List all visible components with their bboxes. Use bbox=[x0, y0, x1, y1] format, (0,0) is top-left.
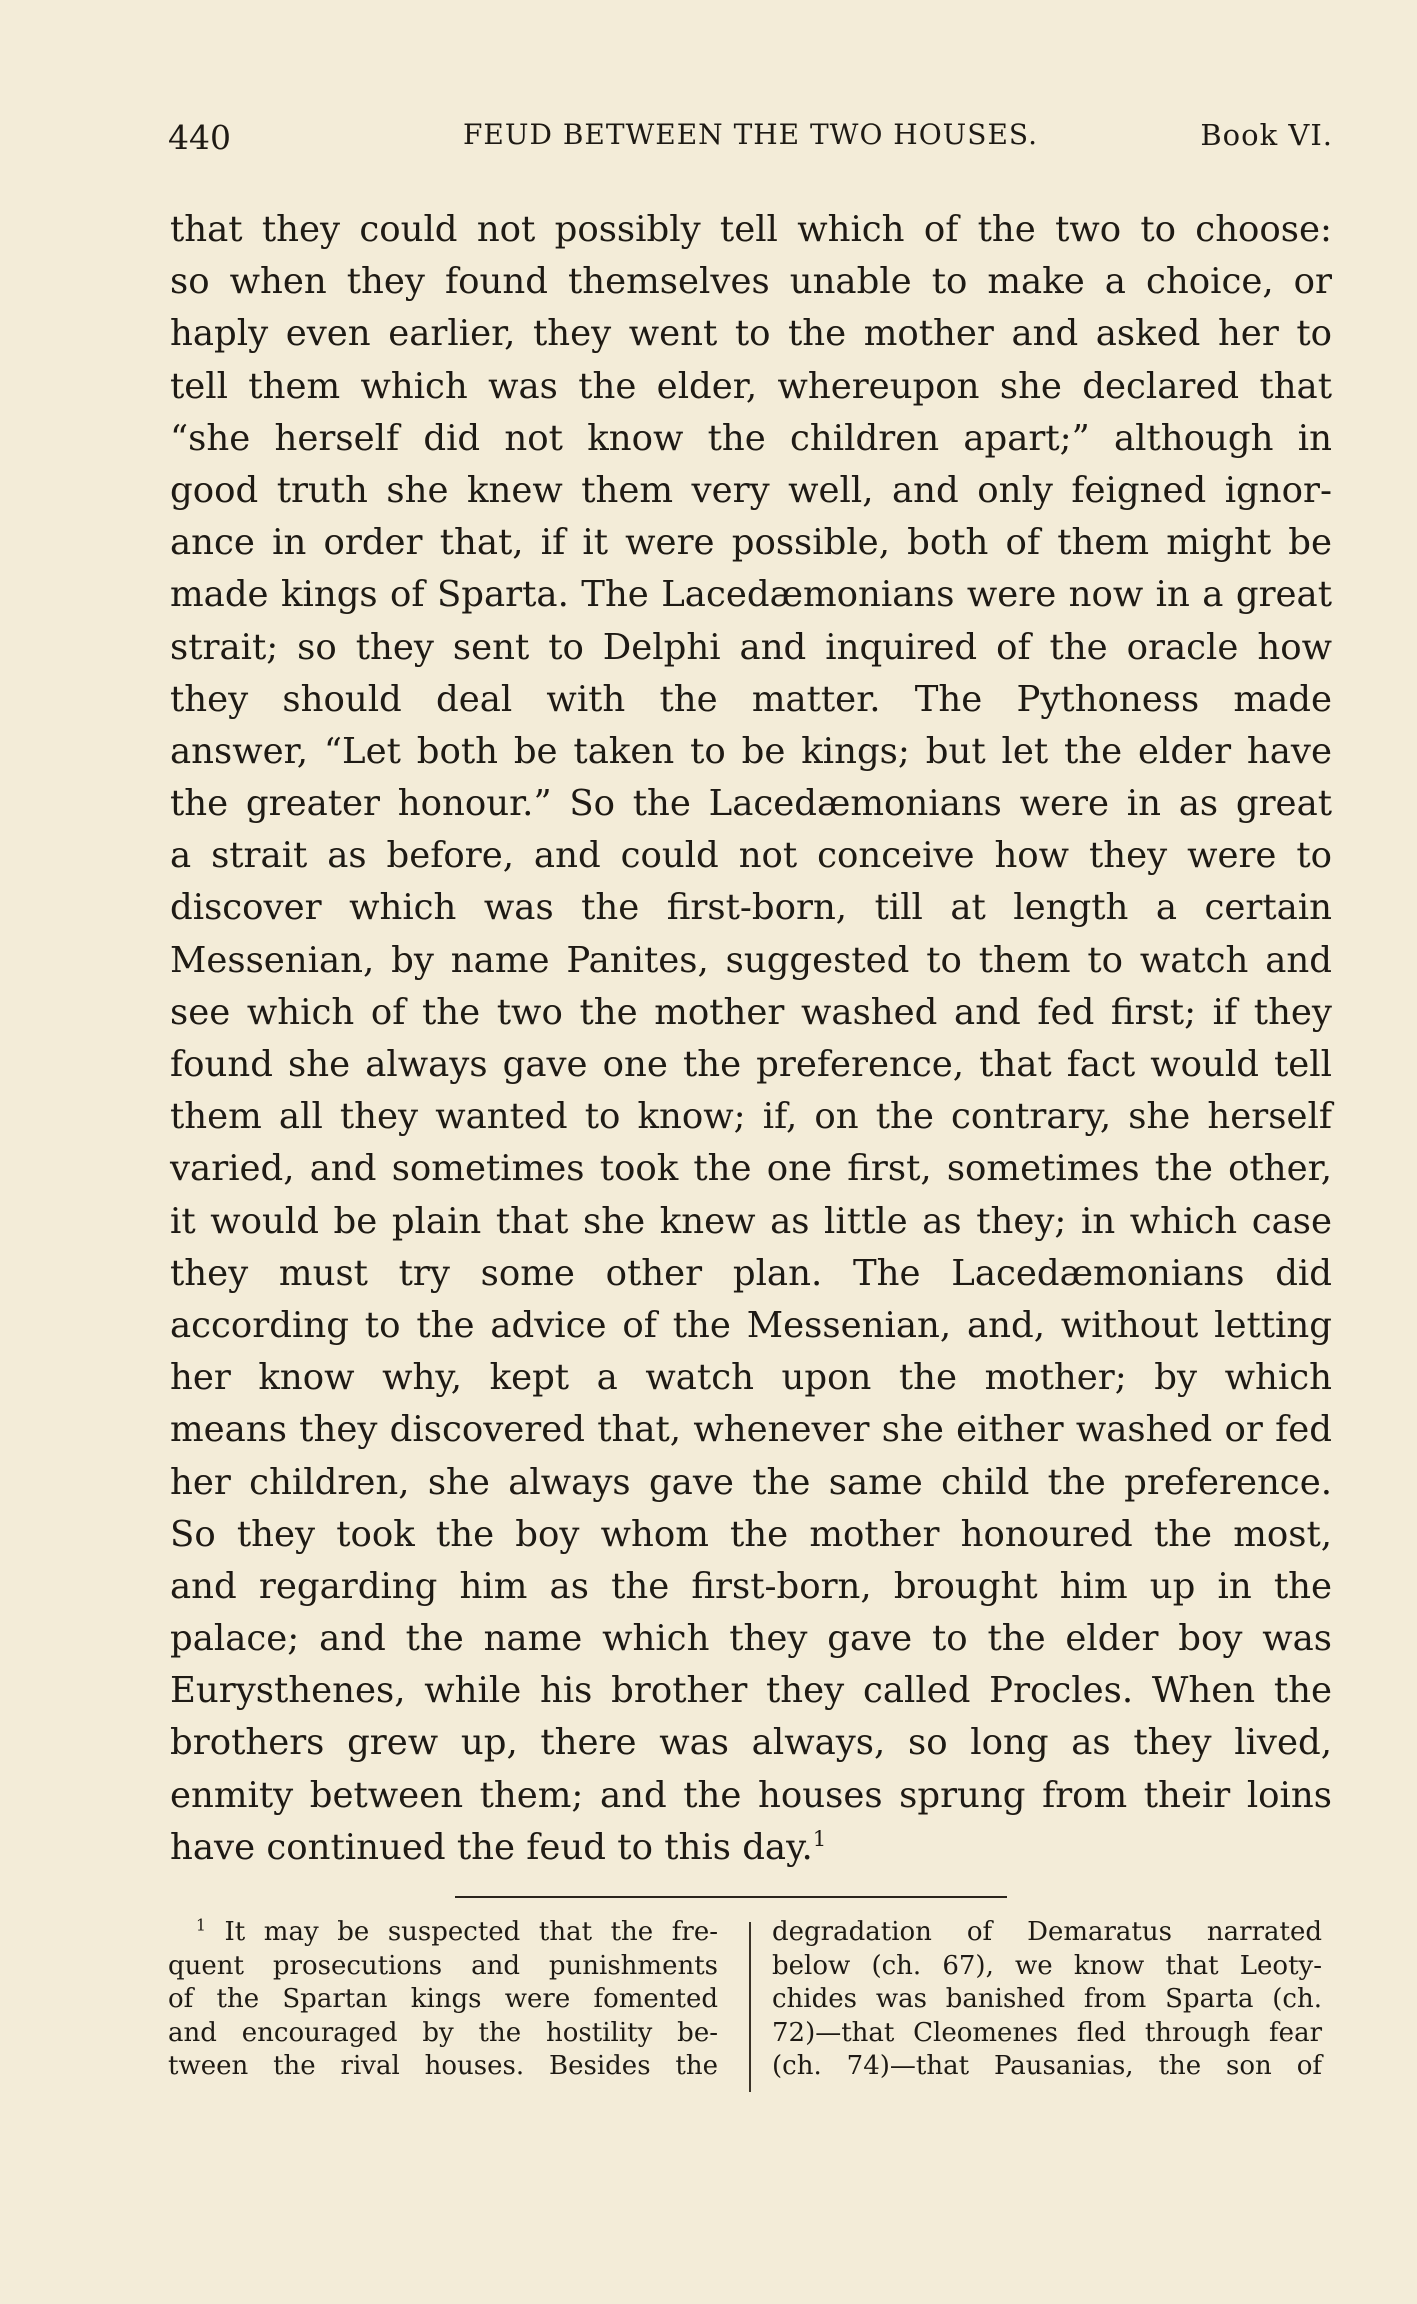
text-line: strait; so they sent to Delphi and inquired of the oracle how bbox=[170, 626, 1332, 668]
text-line: “she herself did not know the children apart;” although in bbox=[170, 417, 1332, 459]
text-line: brothers grew up, there was always, so long as they lived, bbox=[170, 1722, 1332, 1764]
footnote-marker: 1 bbox=[196, 1916, 206, 1935]
footnote-column-divider bbox=[749, 1922, 751, 2092]
text-line-last bbox=[170, 1822, 1332, 1874]
chapter-title: FEUD BETWEEN THE TWO HOUSES. bbox=[463, 118, 1038, 151]
text-line: her know why, kept a watch upon the mother; by which bbox=[170, 1357, 1332, 1399]
body-text bbox=[170, 204, 1332, 1874]
text-line: means they discovered that, whenever she either washed or fed bbox=[170, 1409, 1332, 1451]
footnote-line: below (ch. 67), we know that Leoty- bbox=[772, 1950, 1322, 1981]
footnote-line: (ch. 74)—that Pausanias, the son of bbox=[772, 2051, 1322, 2081]
text-line: them all they wanted to know; if, on the contrary, she herself bbox=[170, 1096, 1332, 1138]
text-line: made kings of Sparta. The Lacedæmonians were now in a great bbox=[170, 574, 1332, 616]
text-line: they must try some other plan. The Lacedæmonians did bbox=[170, 1252, 1332, 1294]
text-line: good truth she knew them very well, and only feigned ignor- bbox=[170, 469, 1332, 511]
text-line: Eurysthenes, while his brother they called Procles. When the bbox=[170, 1670, 1332, 1712]
footnote-line: tween the rival houses. Besides the bbox=[168, 2051, 718, 2081]
text-line: a strait as before, and could not conceive how they were to bbox=[170, 835, 1332, 877]
last-line-text: have continued the feud to this day. bbox=[170, 1826, 813, 1868]
text-line: So they took the boy whom the mother honoured the most, bbox=[170, 1513, 1332, 1555]
footnote-rule bbox=[455, 1896, 1007, 1898]
footnote-line: of the Spartan kings were fomented bbox=[168, 1984, 718, 2014]
text-line: palace; and the name which they gave to the elder boy was bbox=[170, 1618, 1332, 1660]
text-line: and regarding him as the first-born, brought him up in the bbox=[170, 1565, 1332, 1607]
text-line: it would be plain that she knew as little as they; in which case bbox=[170, 1200, 1332, 1242]
text-line: they should deal with the matter. The Pythoness made bbox=[170, 678, 1332, 720]
footnote-line: chides was banished from Sparta (ch. bbox=[772, 1984, 1322, 2014]
footnote-line: degradation of Demaratus narrated bbox=[772, 1917, 1322, 1947]
text-line: answer, “Let both be taken to be kings; but let the elder have bbox=[170, 730, 1332, 772]
book-label: Book VI. bbox=[1200, 118, 1333, 152]
text-line: discover which was the first-born, till at length a certain bbox=[170, 887, 1332, 929]
text-line: see which of the two the mother washed and fed first; if they bbox=[170, 991, 1332, 1033]
text-line: varied, and sometimes took the one first, sometimes the other, bbox=[170, 1148, 1332, 1190]
text-line: haply even earlier, they went to the mother and asked her to bbox=[170, 313, 1332, 355]
text-line: that they could not possibly tell which of the two to choose: bbox=[170, 209, 1332, 250]
text-line: enmity between them; and the houses sprung from their loins bbox=[170, 1774, 1332, 1816]
footnote-line: quent prosecutions and punishments bbox=[168, 1950, 718, 1981]
footnote-reference[interactable]: 1 bbox=[812, 1826, 827, 1852]
text-line: according to the advice of the Messenian, and, without letting bbox=[170, 1304, 1332, 1346]
text-line: her children, she always gave the same child the preference. bbox=[170, 1461, 1332, 1503]
text-line: tell them which was the elder, whereupon she declared that bbox=[170, 365, 1332, 407]
footnote-column-left bbox=[168, 1916, 718, 2084]
footnote-column-right bbox=[772, 1916, 1322, 2084]
text-line: ance in order that, if it were possible, both of them might be bbox=[170, 522, 1332, 564]
text-line: the greater honour.” So the Lacedæmonians were in as great bbox=[170, 783, 1332, 825]
footnotes bbox=[168, 1916, 1333, 2096]
footnote-text: It may be suspected that the fre- bbox=[224, 1917, 718, 1947]
page-number: 440 bbox=[168, 118, 231, 157]
footnote-line-first bbox=[168, 1916, 718, 1950]
footnote-line: 72)—that Cleomenes fled through fear bbox=[772, 2017, 1322, 2048]
text-line: found she always gave one the preference, that fact would tell bbox=[170, 1044, 1332, 1085]
text-line: Messenian, by name Panites, suggested to them to watch and bbox=[170, 939, 1332, 981]
running-head bbox=[168, 118, 1333, 158]
footnote-line: and encouraged by the hostility be- bbox=[168, 2017, 718, 2048]
text-line: so when they found themselves unable to make a choice, or bbox=[170, 261, 1332, 303]
